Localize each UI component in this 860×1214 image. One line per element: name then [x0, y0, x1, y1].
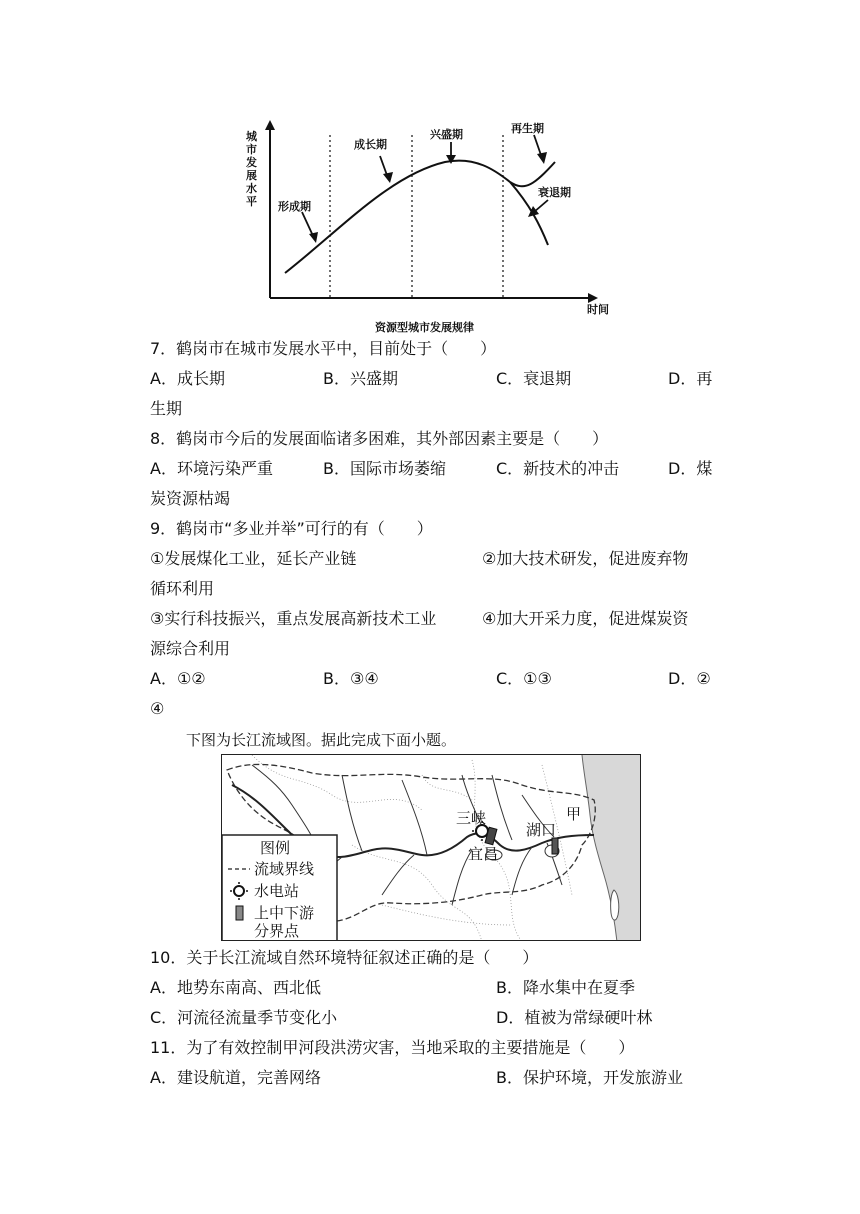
- q9-option-a[interactable]: A．①②: [150, 669, 206, 688]
- q9-option-b[interactable]: B．③④: [323, 669, 379, 688]
- q8-stem: 8．鹤岗市今后的发展面临诸多困难，其外部因素主要是（ ）: [150, 429, 609, 448]
- arrow-prosperity-icon: [446, 155, 456, 164]
- q10-option-d[interactable]: D．植被为常绿硬叶林: [496, 1008, 653, 1027]
- label-formation: 形成期: [278, 200, 311, 213]
- legend-division-icon: [236, 906, 243, 920]
- q7-option-d-cont: 生期: [150, 399, 183, 418]
- label-regeneration: 再生期: [511, 122, 544, 135]
- legend-station: 水电站: [254, 882, 300, 900]
- q7-stem: 7．鹤岗市在城市发展水平中，目前处于（ ）: [150, 339, 497, 358]
- legend-title: 图例: [260, 839, 291, 857]
- label-sanxia: 三峡: [456, 809, 487, 827]
- map-legend: [222, 835, 337, 941]
- q9-option-c[interactable]: C．①③: [496, 669, 552, 688]
- label-jia: 甲: [566, 805, 582, 823]
- development-curve-chart: [230, 120, 630, 335]
- chart-caption: 资源型城市发展规律: [375, 321, 474, 334]
- legend-division-line2: 分界点: [254, 922, 300, 940]
- q9-option-d[interactable]: D．②: [668, 669, 711, 688]
- map-drawing: [222, 755, 641, 941]
- q10-option-c[interactable]: C．河流径流量季节变化小: [150, 1008, 338, 1027]
- q9-stem: 9．鹤岗市“多业并举”可行的有（ ）: [150, 519, 433, 538]
- q9-statement-3: ③实行科技振兴，重点发展高新技术工业: [150, 609, 437, 628]
- yangtze-basin-map: [221, 754, 641, 941]
- q7-option-c[interactable]: C．衰退期: [496, 369, 572, 388]
- q10-stem: 10．关于长江流域自然环境特征叙述正确的是（ ）: [150, 948, 539, 967]
- division-point-hukou: [552, 838, 558, 854]
- legend-boundary: 流域界线: [254, 860, 315, 878]
- label-yichang: 宜昌: [468, 845, 499, 863]
- y-axis-arrow-icon: [265, 120, 275, 130]
- q9-statement-2-cont: 循环利用: [150, 579, 215, 598]
- q7-option-a[interactable]: A．成长期: [150, 369, 225, 388]
- q9-statement-1: ①发展煤化工业，延长产业链: [150, 549, 357, 568]
- label-growth: 成长期: [354, 138, 387, 151]
- q9-statement-4: ④加大开采力度，促进煤炭资: [482, 609, 689, 628]
- q11-stem: 11．为了有效控制甲河段洪涝灾害，当地采取的主要措施是（ ）: [150, 1038, 635, 1057]
- legend-division-line1: 上中下游: [254, 904, 315, 922]
- label-hukou: 湖口: [526, 821, 557, 839]
- label-prosperity: 兴盛期: [430, 128, 463, 141]
- q7-option-d[interactable]: D．再: [668, 369, 713, 388]
- arrow-growth-icon: [383, 172, 393, 183]
- q8-option-a[interactable]: A．环境污染严重: [150, 459, 273, 478]
- q11-option-b[interactable]: B．保护环境，开发旅游业: [496, 1068, 683, 1087]
- q9-statement-2: ②加大技术研发，促进废弃物: [482, 549, 689, 568]
- q8-option-b[interactable]: B．国际市场萎缩: [323, 459, 446, 478]
- label-decline: 衰退期: [538, 186, 571, 199]
- x-axis-arrow-icon: [588, 293, 598, 303]
- y-axis-label: 城市发展水平: [246, 130, 257, 208]
- arrow-regeneration-icon: [537, 152, 547, 164]
- development-curve: [285, 161, 510, 273]
- regeneration-branch: [510, 162, 555, 186]
- q8-option-d-cont: 炭资源枯竭: [150, 489, 231, 508]
- q9-statement-4-cont: 源综合利用: [150, 639, 231, 658]
- q10-option-b[interactable]: B．降水集中在夏季: [496, 978, 635, 997]
- q11-option-a[interactable]: A．建设航道，完善网络: [150, 1068, 321, 1087]
- x-axis-label: 时间: [587, 303, 609, 316]
- q7-option-b[interactable]: B．兴盛期: [323, 369, 398, 388]
- arrow-formation-icon: [309, 232, 318, 243]
- q8-option-d[interactable]: D．煤: [668, 459, 713, 478]
- map-intro: 下图为长江流域图。据此完成下面小题。: [186, 731, 457, 749]
- q8-option-c[interactable]: C．新技术的冲击: [496, 459, 620, 478]
- q9-option-d-cont: ④: [150, 699, 165, 718]
- q10-option-a[interactable]: A．地势东南高、西北低: [150, 978, 321, 997]
